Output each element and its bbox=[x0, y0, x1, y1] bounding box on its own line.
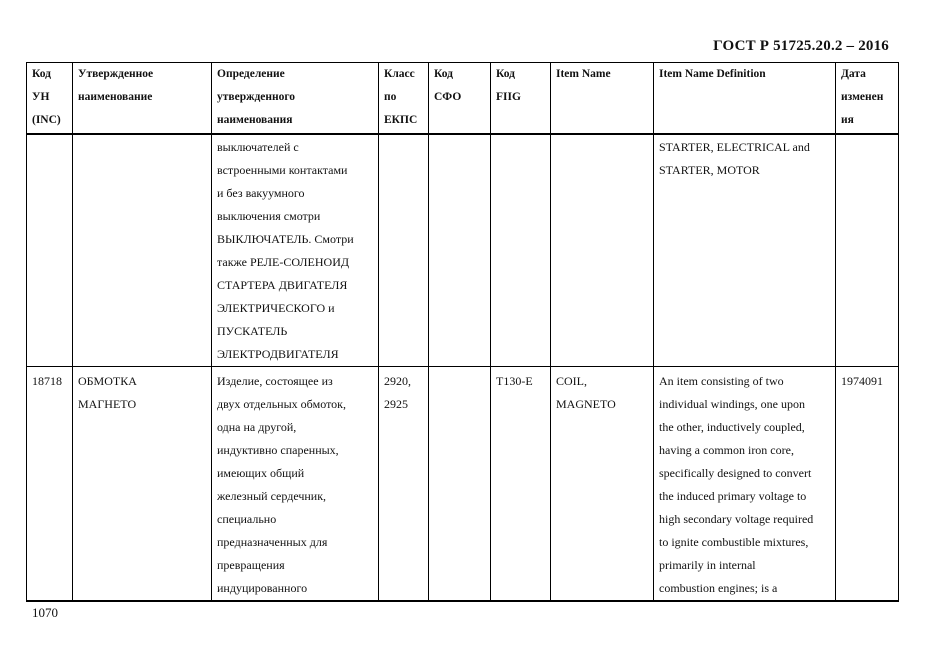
col-header-definition bbox=[212, 63, 379, 135]
col-header-approved-name bbox=[73, 63, 212, 135]
text-line: ЭЛЕКТРИЧЕСКОГО и bbox=[217, 301, 335, 315]
inc-register-table bbox=[26, 62, 899, 602]
header-row bbox=[27, 63, 899, 135]
col-header-fiig-code bbox=[491, 63, 551, 135]
cell-change-date bbox=[836, 134, 899, 367]
text-line: также РЕЛЕ-СОЛЕНОИД bbox=[217, 255, 350, 269]
text-line: Item Name Definition bbox=[659, 68, 766, 80]
text-line: to ignite combustible mixtures, bbox=[659, 535, 809, 549]
col-header-ekps-class bbox=[379, 63, 429, 135]
text-line: ЕКПС bbox=[384, 114, 418, 126]
document-title: ГОСТ Р 51725.20.2 – 2016 bbox=[713, 38, 889, 54]
text-line: Дата bbox=[841, 68, 866, 80]
text-line: ия bbox=[841, 114, 854, 126]
text-line: individual windings, one upon bbox=[659, 397, 805, 411]
text-line: железный сердечник, bbox=[217, 489, 327, 503]
cell-ekps-class bbox=[379, 367, 429, 602]
text-line: ВЫКЛЮЧАТЕЛЬ. Смотри bbox=[217, 232, 354, 246]
text-line: встроенными контактами bbox=[217, 163, 348, 177]
cell-item-name bbox=[551, 134, 654, 367]
cell-approved-name bbox=[73, 367, 212, 602]
text-line: превращения bbox=[217, 558, 285, 572]
text-line: (INC) bbox=[32, 114, 61, 126]
col-header-inc-code bbox=[27, 63, 73, 135]
text-line: ПУСКАТЕЛЬ bbox=[217, 324, 288, 338]
cell-item-name bbox=[551, 367, 654, 602]
text-line: и без вакуумного bbox=[217, 186, 305, 200]
col-header-sfo-code bbox=[429, 63, 491, 135]
cell-fiig-code bbox=[491, 134, 551, 367]
cell-change-date bbox=[836, 367, 899, 602]
text-line: выключения смотри bbox=[217, 209, 321, 223]
cell-definition bbox=[212, 134, 379, 367]
text-line: MAGNETO bbox=[556, 397, 616, 411]
text-line: имеющих общий bbox=[217, 466, 305, 480]
cell-fiig-code bbox=[491, 367, 551, 602]
text-line: FIIG bbox=[496, 91, 521, 103]
text-line: наименования bbox=[217, 114, 293, 126]
text-line: СФО bbox=[434, 91, 462, 103]
text-line: МАГНЕТО bbox=[78, 397, 137, 411]
text-line: наименование bbox=[78, 91, 153, 103]
text-line: по bbox=[384, 91, 397, 103]
text-line: An item consisting of two bbox=[659, 374, 784, 388]
cell-item-name-definition bbox=[654, 134, 836, 367]
text-line: STARTER, MOTOR bbox=[659, 163, 760, 177]
col-header-item-name bbox=[551, 63, 654, 135]
text-line: предназначенных для bbox=[217, 535, 328, 549]
text-line: 2925 bbox=[384, 397, 408, 411]
cell-inc-code bbox=[27, 367, 73, 602]
cell-ekps-class bbox=[379, 134, 429, 367]
text-line: combustion engines; is a bbox=[659, 581, 778, 595]
text-line: 1974091 bbox=[841, 374, 883, 388]
text-line: Утвержденное bbox=[78, 68, 154, 80]
text-line: индуктивно спаренных, bbox=[217, 443, 339, 457]
text-line: COIL, bbox=[556, 374, 587, 388]
text-line: Определение bbox=[217, 68, 285, 80]
text-line: специально bbox=[217, 512, 277, 526]
cell-item-name-definition bbox=[654, 367, 836, 602]
text-line: STARTER, ELECTRICAL and bbox=[659, 140, 810, 154]
cell-sfo-code bbox=[429, 134, 491, 367]
text-line: ЭЛЕКТРОДВИГАТЕЛЯ bbox=[217, 347, 339, 361]
text-line: изменен bbox=[841, 91, 884, 103]
text-line: утвержденного bbox=[217, 91, 296, 103]
text-line: ОБМОТКА bbox=[78, 374, 137, 388]
text-line: having a common iron core, bbox=[659, 443, 794, 457]
cell-definition bbox=[212, 367, 379, 602]
text-line: двух отдельных обмоток, bbox=[217, 397, 347, 411]
cell-inc-code bbox=[27, 134, 73, 367]
text-line: Класс bbox=[384, 68, 415, 80]
page-number: 1070 bbox=[32, 605, 58, 620]
text-line: primarily in internal bbox=[659, 558, 756, 572]
text-line: 18718 bbox=[32, 374, 62, 388]
text-line: СТАРТЕРА ДВИГАТЕЛЯ bbox=[217, 278, 348, 292]
text-line: the other, inductively coupled, bbox=[659, 420, 805, 434]
col-header-change-date bbox=[836, 63, 899, 135]
text-line: выключателей с bbox=[217, 140, 299, 154]
text-line: high secondary voltage required bbox=[659, 512, 814, 526]
text-line: 2920, bbox=[384, 374, 411, 388]
text-line: индуцированного bbox=[217, 581, 308, 595]
table-row bbox=[27, 134, 899, 367]
cell-sfo-code bbox=[429, 367, 491, 602]
text-line: specifically designed to convert bbox=[659, 466, 812, 480]
col-header-item-name-definition bbox=[654, 63, 836, 135]
text-line: Код bbox=[434, 68, 454, 80]
text-line: УН bbox=[32, 91, 50, 103]
text-line: the induced primary voltage to bbox=[659, 489, 807, 503]
text-line: T130-E bbox=[496, 374, 533, 388]
text-line: Код bbox=[496, 68, 516, 80]
cell-approved-name bbox=[73, 134, 212, 367]
text-line: Item Name bbox=[556, 68, 611, 80]
text-line: Код bbox=[32, 68, 52, 80]
text-line: Изделие, состоящее из bbox=[217, 374, 333, 388]
table-row bbox=[27, 367, 899, 602]
text-line: одна на другой, bbox=[217, 420, 297, 434]
